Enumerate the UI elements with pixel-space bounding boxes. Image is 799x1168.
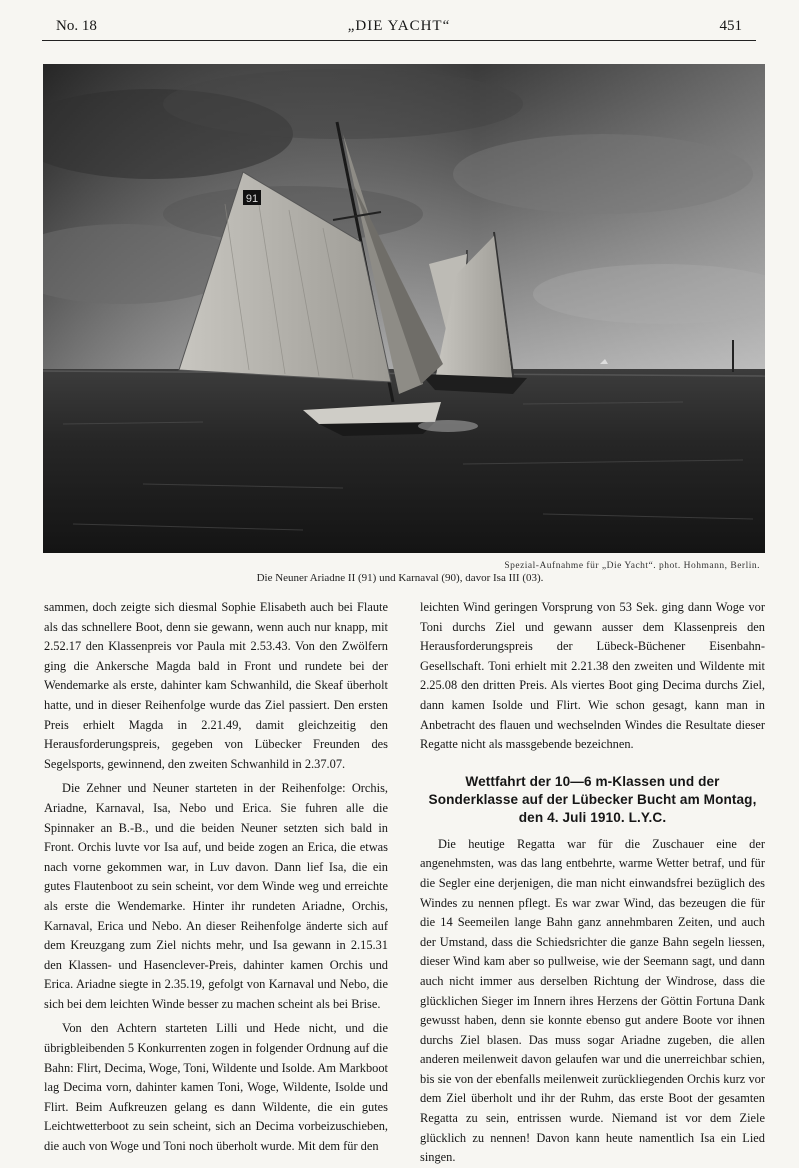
paragraph: Die Zehner und Neuner starteten in der Reihenfolge: Orchis, Ariadne, Karnaval, Isa, Nebo und Erica. Sie fuhren alle die Spinnaker an B.-B., und die beiden Neuner setzten sich bald in Front. Orchis luvte vor Isa auf, und beide zogen an Erica, die etwas nach vorne gekommen war, in Luv davon. Dann lief Isa, die ein gutes Flautenboot zu sein scheint, vor dem Winde weg und erreichte als erste die Wendemarke. Hinter ihr rundeten Ariadne, Orchis, Karnaval, Erica und Nebo. An dieser Reihenfolge änderte sich auf dem Kreuzgang zum Ziel nichts mehr, und Isa gewann in 2.15.31 den Klassen- und Hasenclever-Preis, dahinter kamen Orchis und Erica. Ariadne siegte in 2.35.19, gefolgt von Karnaval und Nebo, die sich bei dem leichten Winde besser zu machen scheint als bei Brise. (44, 781, 388, 1011)
sail-number: 91 (245, 193, 259, 205)
right-column (420, 598, 765, 1168)
header-rule (42, 40, 756, 41)
issue-number: No. 18 (56, 18, 97, 34)
paragraph: leichten Wind geringen Vorsprung von 53 Sek. ging dann Woge vor Toni durchs Ziel und gewann ausser dem Klassenpreis den Herausforderungspreis der Lübeck-Büchener Eisenbahn-Gesellschaft. Toni erhielt mit 2.21.38 den zweiten und Wildente mit 2.25.08 den dritten Preis. Als viertes Boot ging Decima durchs Ziel, dann kamen Isolde und Flirt. Wie schon gesagt, kann man in Anbetracht des flauen und wechselnden Windes die Resultate dieser Regatte nicht als massgebende bezeichnen. (420, 600, 765, 752)
journal-title: „DIE YACHT“ (347, 18, 451, 34)
photo-credit: Spezial-Aufnahme für „Die Yacht“. phot. Hohmann, Berlin. (504, 561, 760, 571)
page-header (42, 14, 756, 38)
paragraph: sammen, doch zeigte sich diesmal Sophie Elisabeth auch bei Flaute als das schnellere Boot, denn sie gewann, wenn auch nur knapp, mit 2.52.17 den Klassenpreis vor Paula mit 2.53.43. Von den Zwölfern ging die Ankersche Magda bald in Front und rundete bei der Wendemarke als erste, dahinter kam Schwanhild, die Skeaf überholt hatte, und in dieser Reihenfolge wurde das Ziel passiert. Den ersten Preis erhielt Magda in 2.21.49, damit gleichzeitig den Herausforderungspreis, gegeben von Lübecker Freunden des Segelsports, gewinnend, den zweiten Schwanhild in 2.37.07. (44, 600, 388, 771)
photo-caption: Die Neuner Ariadne II (91) und Karnaval (90), davor Isa III (03). (256, 572, 544, 584)
paragraph: Von den Achtern starteten Lilli und Hede nicht, und die übrigbleibenden 5 Konkurrenten zogen in folgender Ordnung auf die Bahn: Flirt, Decima, Woge, Toni, Wildente und Isolde. Am Markboot lag Decima vorn, dahinter kamen Toni, Woge, Wildente, Isolde und Flirt. Beim Aufkreuzen gelang es dann Wildente, die ein gutes Leichtwetterboot zu sein scheint, sich an Decima vorbeizuschieben, die auch von Woge und Toni noch überholt wurde. Mit dem für den (44, 1021, 388, 1154)
section-heading: Wettfahrt der 10—6 m-Klassen und der Sonderklasse auf der Lübecker Bucht am Montag, den 4. Juli 1910. L.Y.C. (428, 773, 757, 825)
paragraph: Die heutige Regatta war für die Zuschauer eine der angenehmsten, was das lang entbehrte, warme Wetter betraf, und für die Segler eine derjenigen, die man nicht einwandsfrei bezüglich des Windes zu nennen pflegt. Es war zwar Wind, das bezeugen die für die 14 Seemeilen lange Bahn ganz annehmbaren Zeiten, und auch der Umstand, dass die Schiedsrichter die ganze Bahn segeln liessen, dieser Wind kam aber so pullweise, wie der Seemann sagt, und dann auch nicht immer aus derselben Richtung der Windrose, dass die glücklichen Sieger im Innern ihres Herzens der Göttin Fortuna Dank gewusst haben, denn sie konnte ebenso gut andere Boote vor ihnen durchs Ziel blasen. Das muss sogar Ariadne zugeben, die allen anderen meilenweit davon gelaufen war und die unerreichbar schien, bis sie von der ebenfalls meilenweit zurückliegenden Orchis kurz vor dem Ziel überholt und ihr der Ruhm, das erste Boot der gesamten Regatta zu sein, entrissen wurde. Niemand ist vor dem Ziele glücklich zu nennen! Davon kann heute namentlich Isa ein Lied singen. (420, 836, 765, 1165)
left-column (44, 598, 388, 1157)
sailing-photo (43, 64, 765, 553)
sailing-photo-illustration (43, 64, 765, 553)
page-number: 451 (719, 18, 742, 34)
